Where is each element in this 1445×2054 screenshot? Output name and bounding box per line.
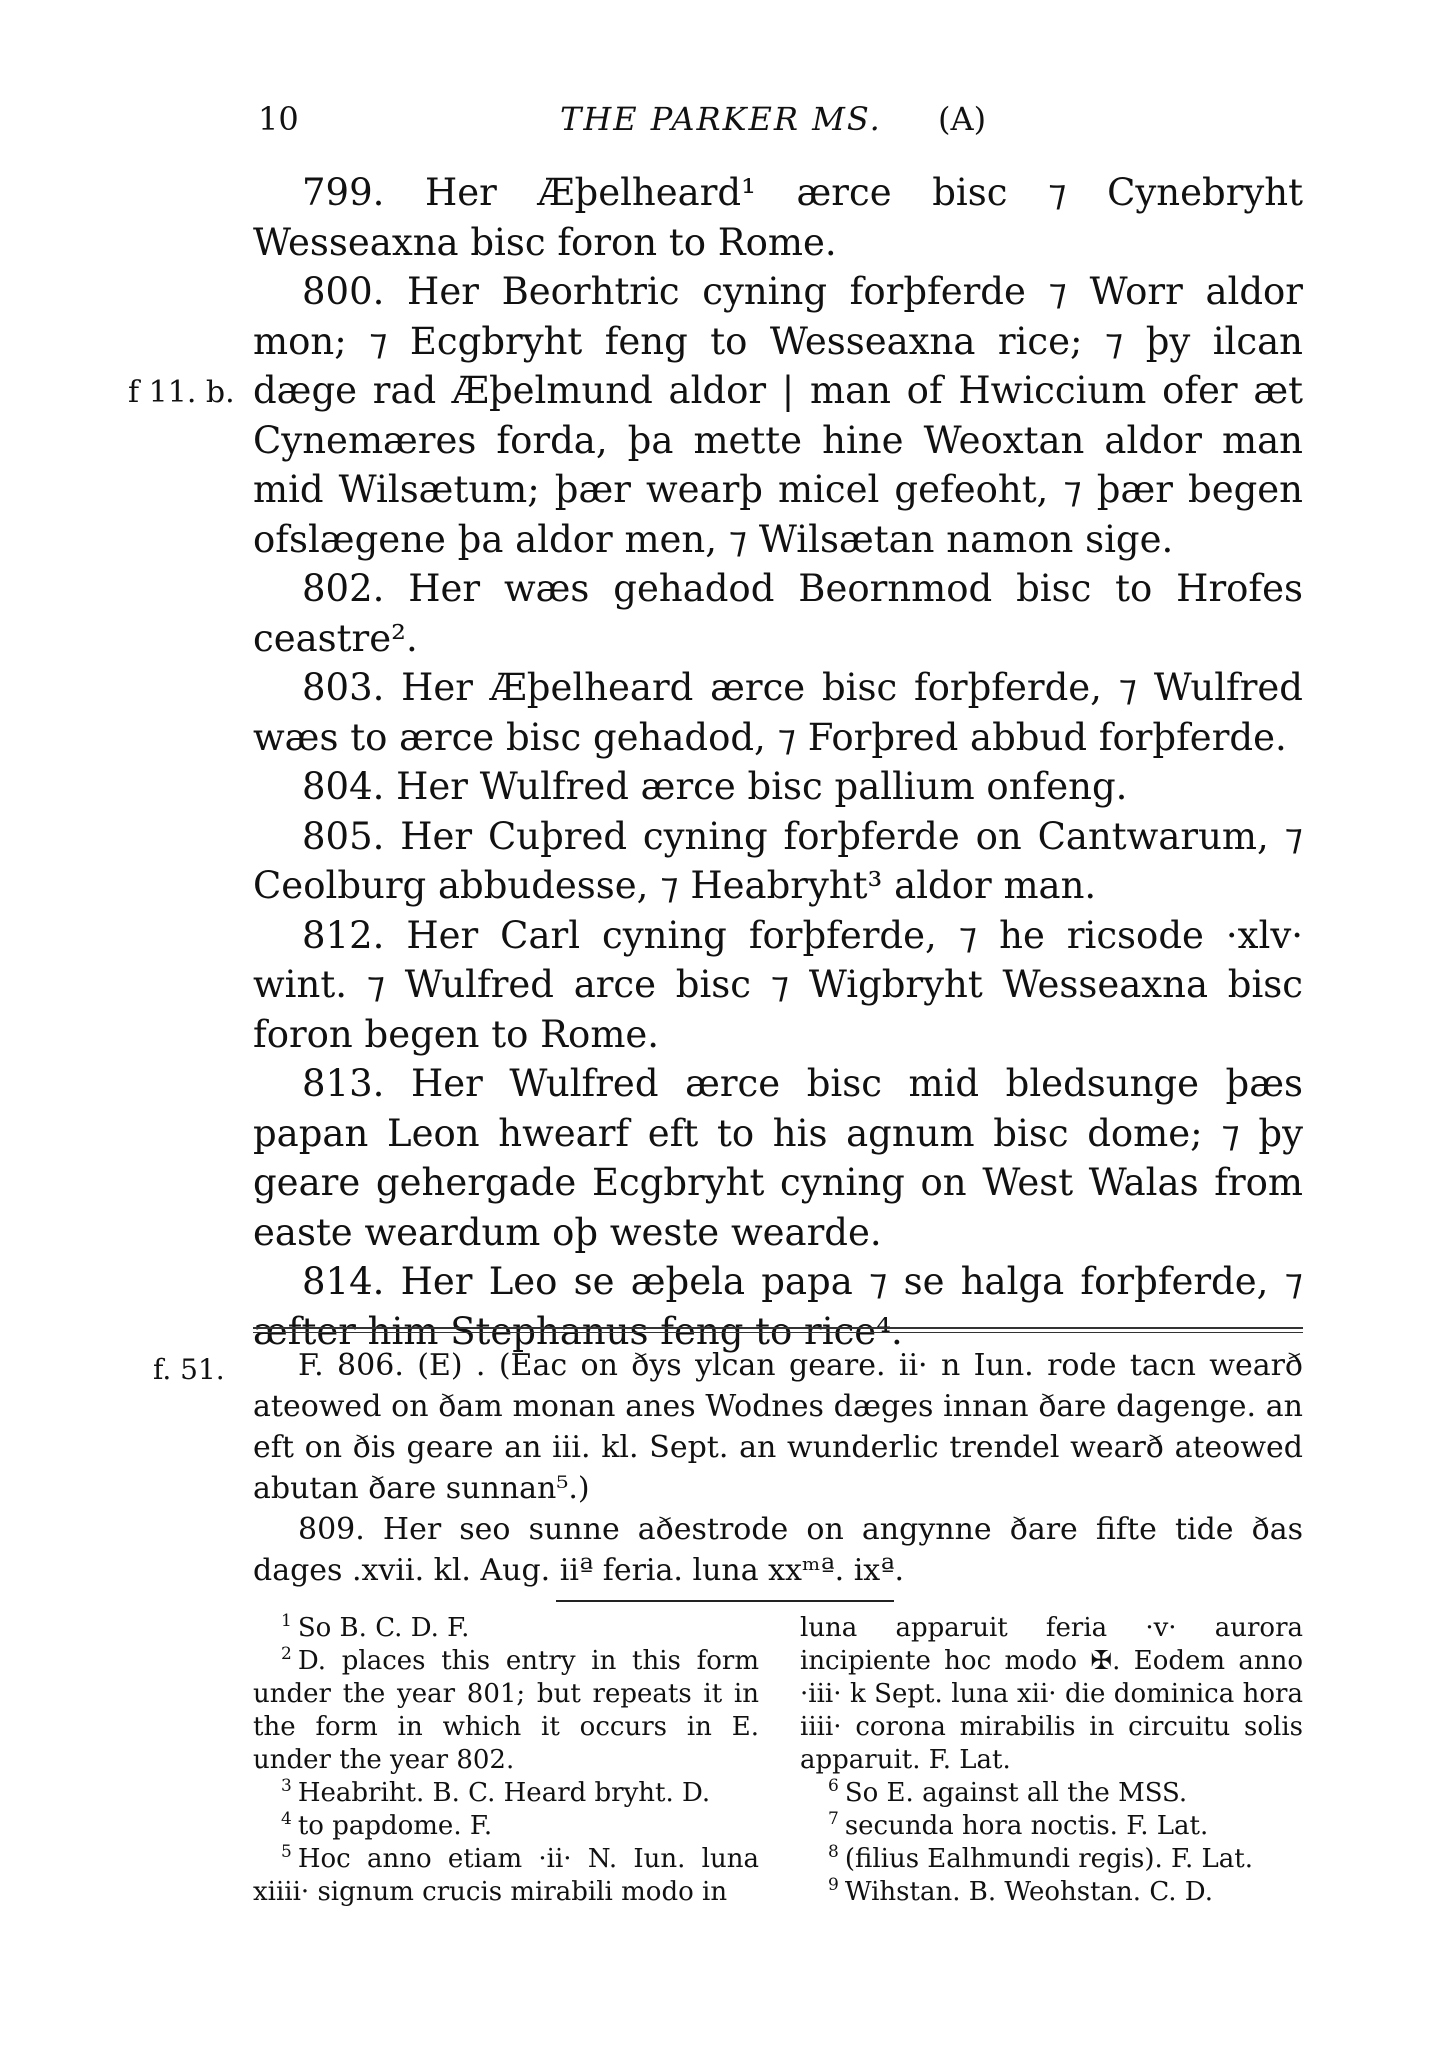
footnote: $^7$ secunda hora noctis. F. Lat. [828,1809,1209,1841]
entry-806: F. 806. (E) . (Eac on ðys ylcan geare. ii· n Iun. rode tacn wearð ateowed on ðam monan anes Wodnes dæges innan ðare dagenge. an eft on ðis geare an iii. kl. Sept. an wunderlic trendel wearð ateowed abutan ðare sunnan⁵.) [253,1348,1303,1506]
main-text [128,168,1303,1356]
entry-800: 800. Her Beorhtric cyning forþferde ⁊ Worr aldor mon; ⁊ Ecgbryht feng to Wesseaxna rice; ⁊ þy ilcan dæge rad Æþelmund aldor | man of Hwiccium ofer æt Cynemæres forda, þa mette hine Weoxtan aldor man mid Wilsætum; þær wearþ micel gefeoht, ⁊ þær begen ofslægene þa aldor men, ⁊ Wilsætan namon sige. [253,270,1303,561]
secondary-folio-note: f. 51. [153,1353,225,1386]
section-divider-thin [253,1332,1303,1333]
entry-804: 804. Her Wulfred ærce bisc pallium onfeng. [302,765,1128,808]
page-number: 10 [258,100,299,138]
footnote: $^1$ So B. C. D. F. [281,1611,470,1643]
entry-803: 803. Her Æþelheard ærce bisc forþferde, ⁊ Wulfred wæs to ærce bisc gehadod, ⁊ Forþred abbud forþferde. [253,666,1303,759]
entry-813: 813. Her Wulfred ærce bisc mid bledsunge þæs papan Leon hwearf eft to his agnum bisc dome; ⁊ þy geare gehergade Ecgbryht cyning on West Walas from easte weardum oþ weste wearde. [253,1062,1303,1254]
section-divider [253,1327,1303,1329]
entry-812: 812. Her Carl cyning forþferde, ⁊ he ricsode ·xlv· wint. ⁊ Wulfred arce bisc ⁊ Wigbryht Wesseaxna bisc foron begen to Rome. [253,913,1303,1056]
footnote: $^2$ D. places this entry in this form under the year 801; but repeats it in the form in which it occurs in E. under the year 802. [253,1644,759,1775]
footnotes-left [253,1612,759,1909]
entry-814: 814. Her Leo se æþela papa ⁊ se halga forþferde, ⁊ æfter him Stephanus feng to rice⁴. [253,1260,1303,1353]
footnote: $^8$ (filius Ealhmundi regis). F. Lat. [828,1842,1253,1874]
footnote: $^5$ Hoc anno etiam ·ii· N. Iun. luna xiiii· signum crucis mirabili modo in [253,1842,759,1907]
secondary-text [153,1345,1303,1591]
folio-side-note: f 11. b. [128,375,235,410]
manuscript-mark: (A) [938,100,987,138]
entry-799: 799. Her Æþelheard¹ ærce bisc ⁊ Cynebryht Wesseaxna bisc foron to Rome. [253,171,1303,264]
footnote: $^3$ Heabriht. B. C. Heard bryht. D. [281,1776,711,1808]
footnote: $^6$ So E. against all the MSS. [828,1776,1188,1808]
footnote-divider [556,1600,894,1602]
footnote-continuation: luna apparuit feria ·v· aurora incipiente hoc modo ✠. Eodem anno ·iii· k Sept. luna xii· die dominica hora iiii· corona mirabilis in circuitu solis apparuit. F. Lat. [800,1613,1303,1775]
footnotes-right [800,1612,1303,1909]
footnote: $^9$ Wihstan. B. Weohstan. C. D. [828,1875,1213,1907]
entry-805: 805. Her Cuþred cyning forþferde on Cantwarum, ⁊ Ceolburg abbudesse, ⁊ Heabryht³ aldor man. [253,814,1303,907]
entry-802: 802. Her wæs gehadod Beornmod bisc to Hrofes ceastre². [253,567,1303,660]
running-title: THE PARKER MS. [560,100,882,138]
entry-809: 809. Her seo sunne aðestrode on angynne ðare fifte tide ðas dages .xvii. kl. Aug. iiª feria. luna xxᵐª. ixª. [253,1512,1303,1588]
footnote: $^4$ to papdome. F. [281,1809,493,1841]
page-header [0,92,1445,142]
